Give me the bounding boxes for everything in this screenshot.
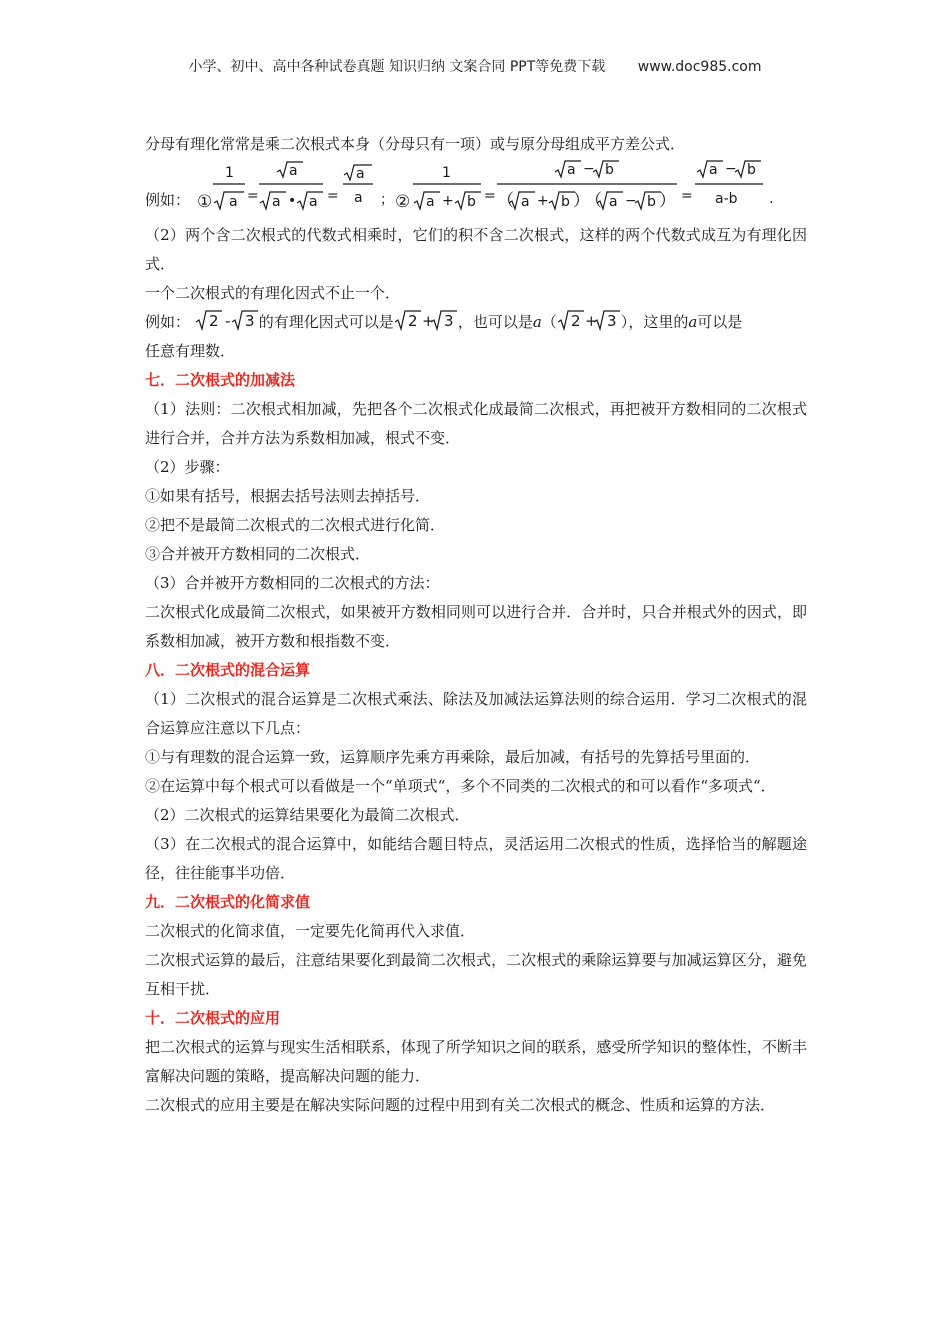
semicolon: ； (380, 192, 394, 208)
var-b: b (605, 162, 614, 178)
right-paren: ） (573, 191, 590, 211)
var-a: a (229, 194, 238, 210)
s8-p1: （1）二次根式的混合运算是二次根式乘法、除法及加减法运算法则的综合运用．学习二次根式的混合运算应注意以下几点： (145, 690, 807, 737)
var-b: b (747, 162, 756, 178)
numerator-one: 1 (225, 165, 234, 181)
example-text: ，这里的 (628, 313, 689, 331)
var-a: a (354, 190, 363, 206)
example-2-line-2: 任意有理数． (145, 342, 236, 360)
plus-sign: + (537, 193, 549, 209)
left-paren: （ (585, 191, 602, 211)
document-body (145, 130, 807, 1120)
s7-step2: ②把不是最简二次根式的二次根式进行化简． (145, 516, 446, 534)
var-b: b (647, 194, 656, 210)
var-a: a (609, 194, 618, 210)
var-a: a (521, 194, 530, 210)
s7-p3: （3）合并被开方数相同的二次根式的方法： (145, 574, 440, 592)
rationalization-example (145, 159, 807, 221)
s8-p4: （2）二次根式的运算结果要化为最简二次根式． (145, 806, 470, 824)
circled-two: ② (395, 192, 411, 212)
var-b: b (467, 194, 476, 210)
radicand-3: 3 (244, 312, 255, 330)
s8-p5: （3）在二次根式的混合运算中，如能结合题目特点，灵活运用二次根式的性质，选择恰当的解题途径，往往能事半功倍． (145, 835, 807, 882)
s8-p3: ②在运算中每个根式可以看做是一个“单项式“，多个不同类的二次根式的和可以看作“多项式“． (145, 777, 776, 795)
circled-one: ① (197, 192, 213, 212)
radicand-2: 2 (208, 312, 219, 330)
radicand-2: 2 (407, 312, 418, 330)
denominator-a-minus-b: a-b (715, 191, 738, 207)
example-text: 可以是 (697, 313, 743, 331)
s10-p2: 二次根式的应用主要是在解决实际问题的过程中用到有关二次根式的概念、性质和运算的方法． (145, 1096, 776, 1114)
s8-p2: ①与有理数的混合运算一致，运算顺序先乘方再乘除，最后加减，有括号的先算括号里面的． (145, 748, 761, 766)
minus-sign: − (625, 193, 637, 209)
left-paren: （ (497, 191, 514, 211)
header-text: 小学、初中、高中各种试卷真题 知识归纳 文案合同 PPT等免费下载 (188, 59, 606, 75)
plus-sign: + (442, 193, 454, 209)
s7-p1: （1）法则：二次根式相加减，先把各个二次根式化成最简二次根式，再把被开方数相同的二次根式进行合并，合并方法为系数相加减，根式不变． (145, 400, 807, 447)
s7-p4: 二次根式化成最简二次根式，如果被开方数相同则可以进行合并．合并时，只合并根式外的因式，即系数相加减，被开方数和根指数不变． (145, 603, 807, 650)
period: . (769, 191, 774, 207)
intro-paragraph: 分母有理化常常是乘二次根式本身（分母只有一项）或与原分母组成平方差公式． (145, 135, 686, 153)
radicand-3: 3 (443, 312, 454, 330)
s7-step3: ③合并被开方数相同的二次根式． (145, 545, 371, 563)
radicand-2: 2 (570, 312, 581, 330)
section-9-title: 九．二次根式的化简求值 (145, 893, 311, 911)
para-2-1: （2）两个含二次根式的代数式相乘时，它们的积不含二次根式，这样的两个代数式成互为有理化因式． (145, 226, 807, 273)
section-8-title: 八．二次根式的混合运算 (145, 661, 311, 679)
example-text: 的有理化因式可以是 (258, 313, 394, 331)
sqrt2-plus-sqrt3 (557, 309, 621, 331)
section-10-title: 十．二次根式的应用 (145, 1009, 281, 1027)
equals-sign: = (681, 188, 693, 204)
var-a: a (272, 194, 281, 210)
var-a: a (709, 162, 718, 178)
var-a: a (356, 166, 365, 182)
right-paren: ） (620, 313, 629, 331)
s9-p1: 二次根式的化简求值，一定要先化简再代入求值． (145, 922, 476, 940)
header-site-link[interactable]: www.doc985.com (637, 59, 762, 75)
var-b: b (561, 194, 570, 210)
var-a: a (309, 194, 318, 210)
var-a: a (688, 313, 698, 331)
minus-sign: − (583, 161, 595, 177)
rationalization-formula (197, 159, 817, 221)
minus-sign: − (725, 161, 737, 177)
sqrt2-plus-sqrt3 (394, 309, 458, 331)
sqrt2-minus-sqrt3 (195, 309, 259, 331)
s10-p1: 把二次根式的运算与现实生活相联系，体现了所学知识之间的联系，感受所学知识的整体性，不断丰富解决问题的策略，提高解决问题的能力． (145, 1038, 807, 1085)
equals-sign: = (247, 188, 259, 204)
s9-p2: 二次根式运算的最后，注意结果要化到最简二次根式，二次根式的乘除运算要与加减运算区分，避免互相干扰． (145, 951, 807, 998)
left-paren: （ (541, 313, 557, 331)
var-a: a (426, 194, 435, 210)
s7-step1: ①如果有括号，根据去括号法则去掉括号． (145, 487, 431, 505)
example-label: 例如： (145, 313, 191, 331)
var-a: a (532, 313, 542, 331)
example-text: ，也可以是 (457, 313, 533, 331)
s7-p2: （2）步骤： (145, 458, 230, 476)
example-label: 例如： (145, 191, 191, 209)
radicand-3: 3 (606, 312, 617, 330)
plus-sign: + (584, 312, 598, 330)
example-2 (145, 308, 807, 337)
right-paren: ） (659, 191, 676, 211)
para-2-2: 一个二次根式的有理化因式不止一个． (145, 284, 401, 302)
numerator-one: 1 (442, 165, 451, 181)
dot-operator: • (288, 193, 297, 209)
var-a: a (289, 163, 298, 179)
var-a: a (567, 162, 576, 178)
plus-sign: + (421, 312, 435, 330)
section-7-title: 七．二次根式的加减法 (145, 371, 296, 389)
equals-sign: = (327, 188, 339, 204)
minus-sign: - (224, 312, 231, 330)
page-header (0, 56, 950, 76)
equals-sign: = (484, 188, 496, 204)
